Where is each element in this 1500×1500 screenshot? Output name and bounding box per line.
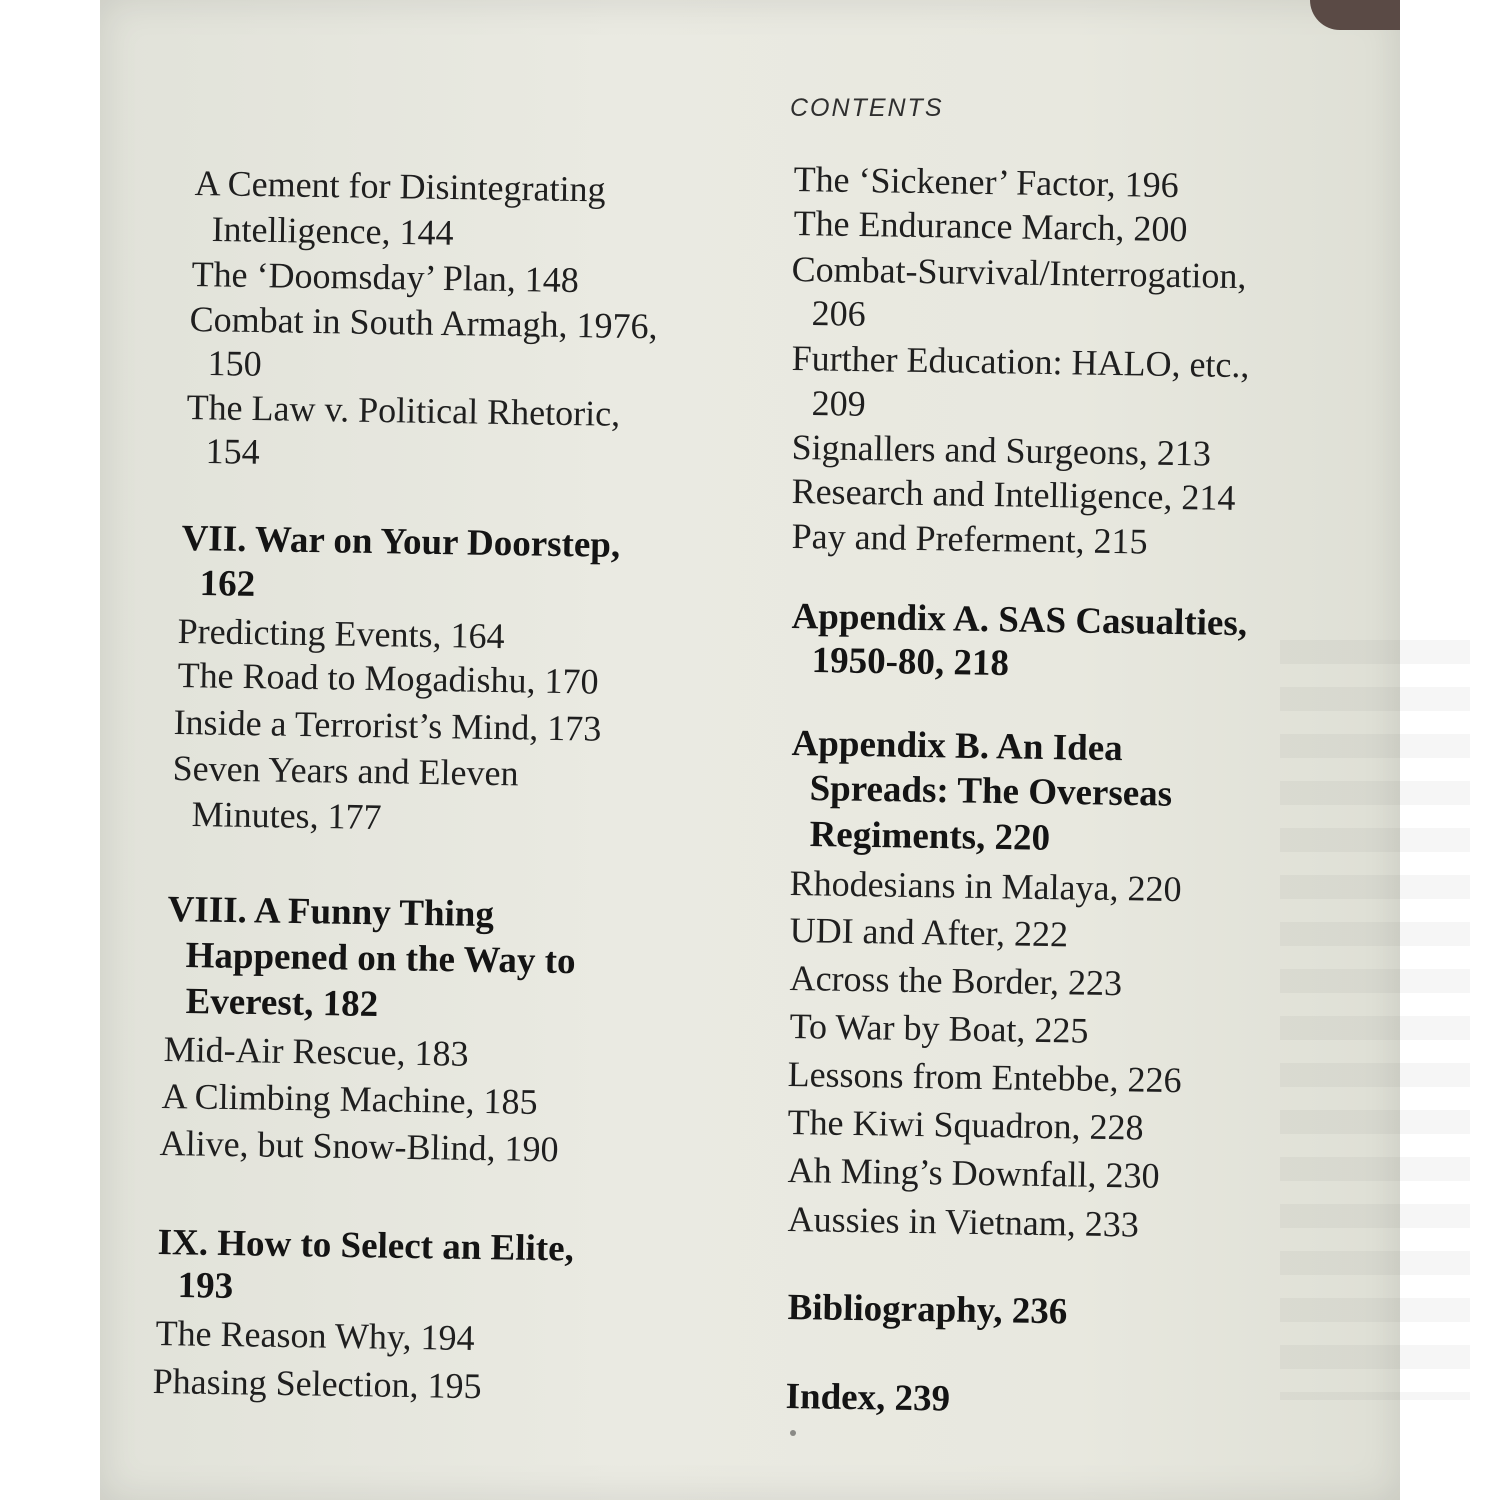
chapter-heading: VII. War on Your Doorstep, xyxy=(181,517,621,566)
toc-entry: Combat in South Armagh, 1976, xyxy=(189,298,658,347)
toc-entry: Combat-Survival/Interrogation, xyxy=(791,248,1247,297)
show-through-text xyxy=(1280,640,1470,1400)
toc-entry: Intelligence, 144 xyxy=(211,208,454,253)
chapter-heading: Appendix B. An Idea xyxy=(791,722,1124,770)
toc-entry: Pay and Preferment, 215 xyxy=(791,515,1148,562)
toc-entry: Minutes, 177 xyxy=(191,793,382,837)
toc-entry: Lessons from Entebbe, 226 xyxy=(787,1053,1182,1101)
toc-entry: The Kiwi Squadron, 228 xyxy=(787,1101,1144,1148)
chapter-heading: VIII. A Funny Thing xyxy=(167,888,495,936)
chapter-heading: Appendix A. SAS Casualties, xyxy=(791,595,1248,645)
chapter-heading: Index, 239 xyxy=(785,1375,951,1420)
toc-entry: Mid-Air Rescue, 183 xyxy=(163,1028,469,1074)
chapter-heading: 1950-80, 218 xyxy=(811,639,1010,685)
toc-entry: The ‘Doomsday’ Plan, 148 xyxy=(191,253,580,301)
toc-entry: 206 xyxy=(811,292,866,334)
toc-entry: Rhodesians in Malaya, 220 xyxy=(789,862,1182,910)
toc-entry: Inside a Terrorist’s Mind, 173 xyxy=(173,701,602,749)
toc-entry: Research and Intelligence, 214 xyxy=(791,470,1236,518)
toc-entry: The Reason Why, 194 xyxy=(155,1312,475,1359)
toc-entry: Across the Border, 223 xyxy=(789,957,1123,1004)
chapter-heading: Regiments, 220 xyxy=(809,813,1051,859)
chapter-heading: Everest, 182 xyxy=(185,980,379,1026)
chapter-heading: Spreads: The Overseas xyxy=(809,767,1173,815)
page-corner-shadow xyxy=(1310,0,1400,30)
toc-entry: Alive, but Snow-Blind, 190 xyxy=(159,1122,559,1170)
toc-entry: 209 xyxy=(811,382,866,424)
running-head: CONTENTS xyxy=(790,94,944,122)
toc-entry: The Road to Mogadishu, 170 xyxy=(177,654,599,702)
page-speck xyxy=(790,1430,796,1436)
toc-entry: UDI and After, 222 xyxy=(789,909,1069,955)
chapter-heading: Happened on the Way to xyxy=(185,934,576,983)
toc-entry: Ah Ming’s Downfall, 230 xyxy=(787,1149,1160,1196)
toc-entry: Seven Years and Eleven xyxy=(172,747,519,794)
chapter-heading: 193 xyxy=(177,1264,234,1307)
toc-entry: 154 xyxy=(205,430,260,472)
toc-entry: Predicting Events, 164 xyxy=(177,610,505,657)
book-page xyxy=(100,0,1400,1500)
toc-entry: The Law v. Political Rhetoric, xyxy=(186,386,621,434)
toc-entry: Signallers and Surgeons, 213 xyxy=(791,426,1212,474)
toc-entry: Aussies in Vietnam, 233 xyxy=(787,1198,1140,1245)
toc-entry: A Climbing Machine, 185 xyxy=(161,1075,538,1122)
toc-entry: The Endurance March, 200 xyxy=(793,202,1188,250)
toc-entry: 150 xyxy=(207,342,262,384)
toc-entry: Further Education: HALO, etc., xyxy=(791,337,1250,386)
toc-entry: To War by Boat, 225 xyxy=(789,1005,1089,1051)
chapter-heading: Bibliography, 236 xyxy=(787,1286,1068,1333)
chapter-heading: IX. How to Select an Elite, xyxy=(157,1221,575,1270)
toc-entry: The ‘Sickener’ Factor, 196 xyxy=(793,158,1179,206)
chapter-heading: 162 xyxy=(199,562,256,605)
toc-entry: A Cement for Disintegrating xyxy=(194,162,606,210)
toc-entry: Phasing Selection, 195 xyxy=(152,1360,482,1407)
